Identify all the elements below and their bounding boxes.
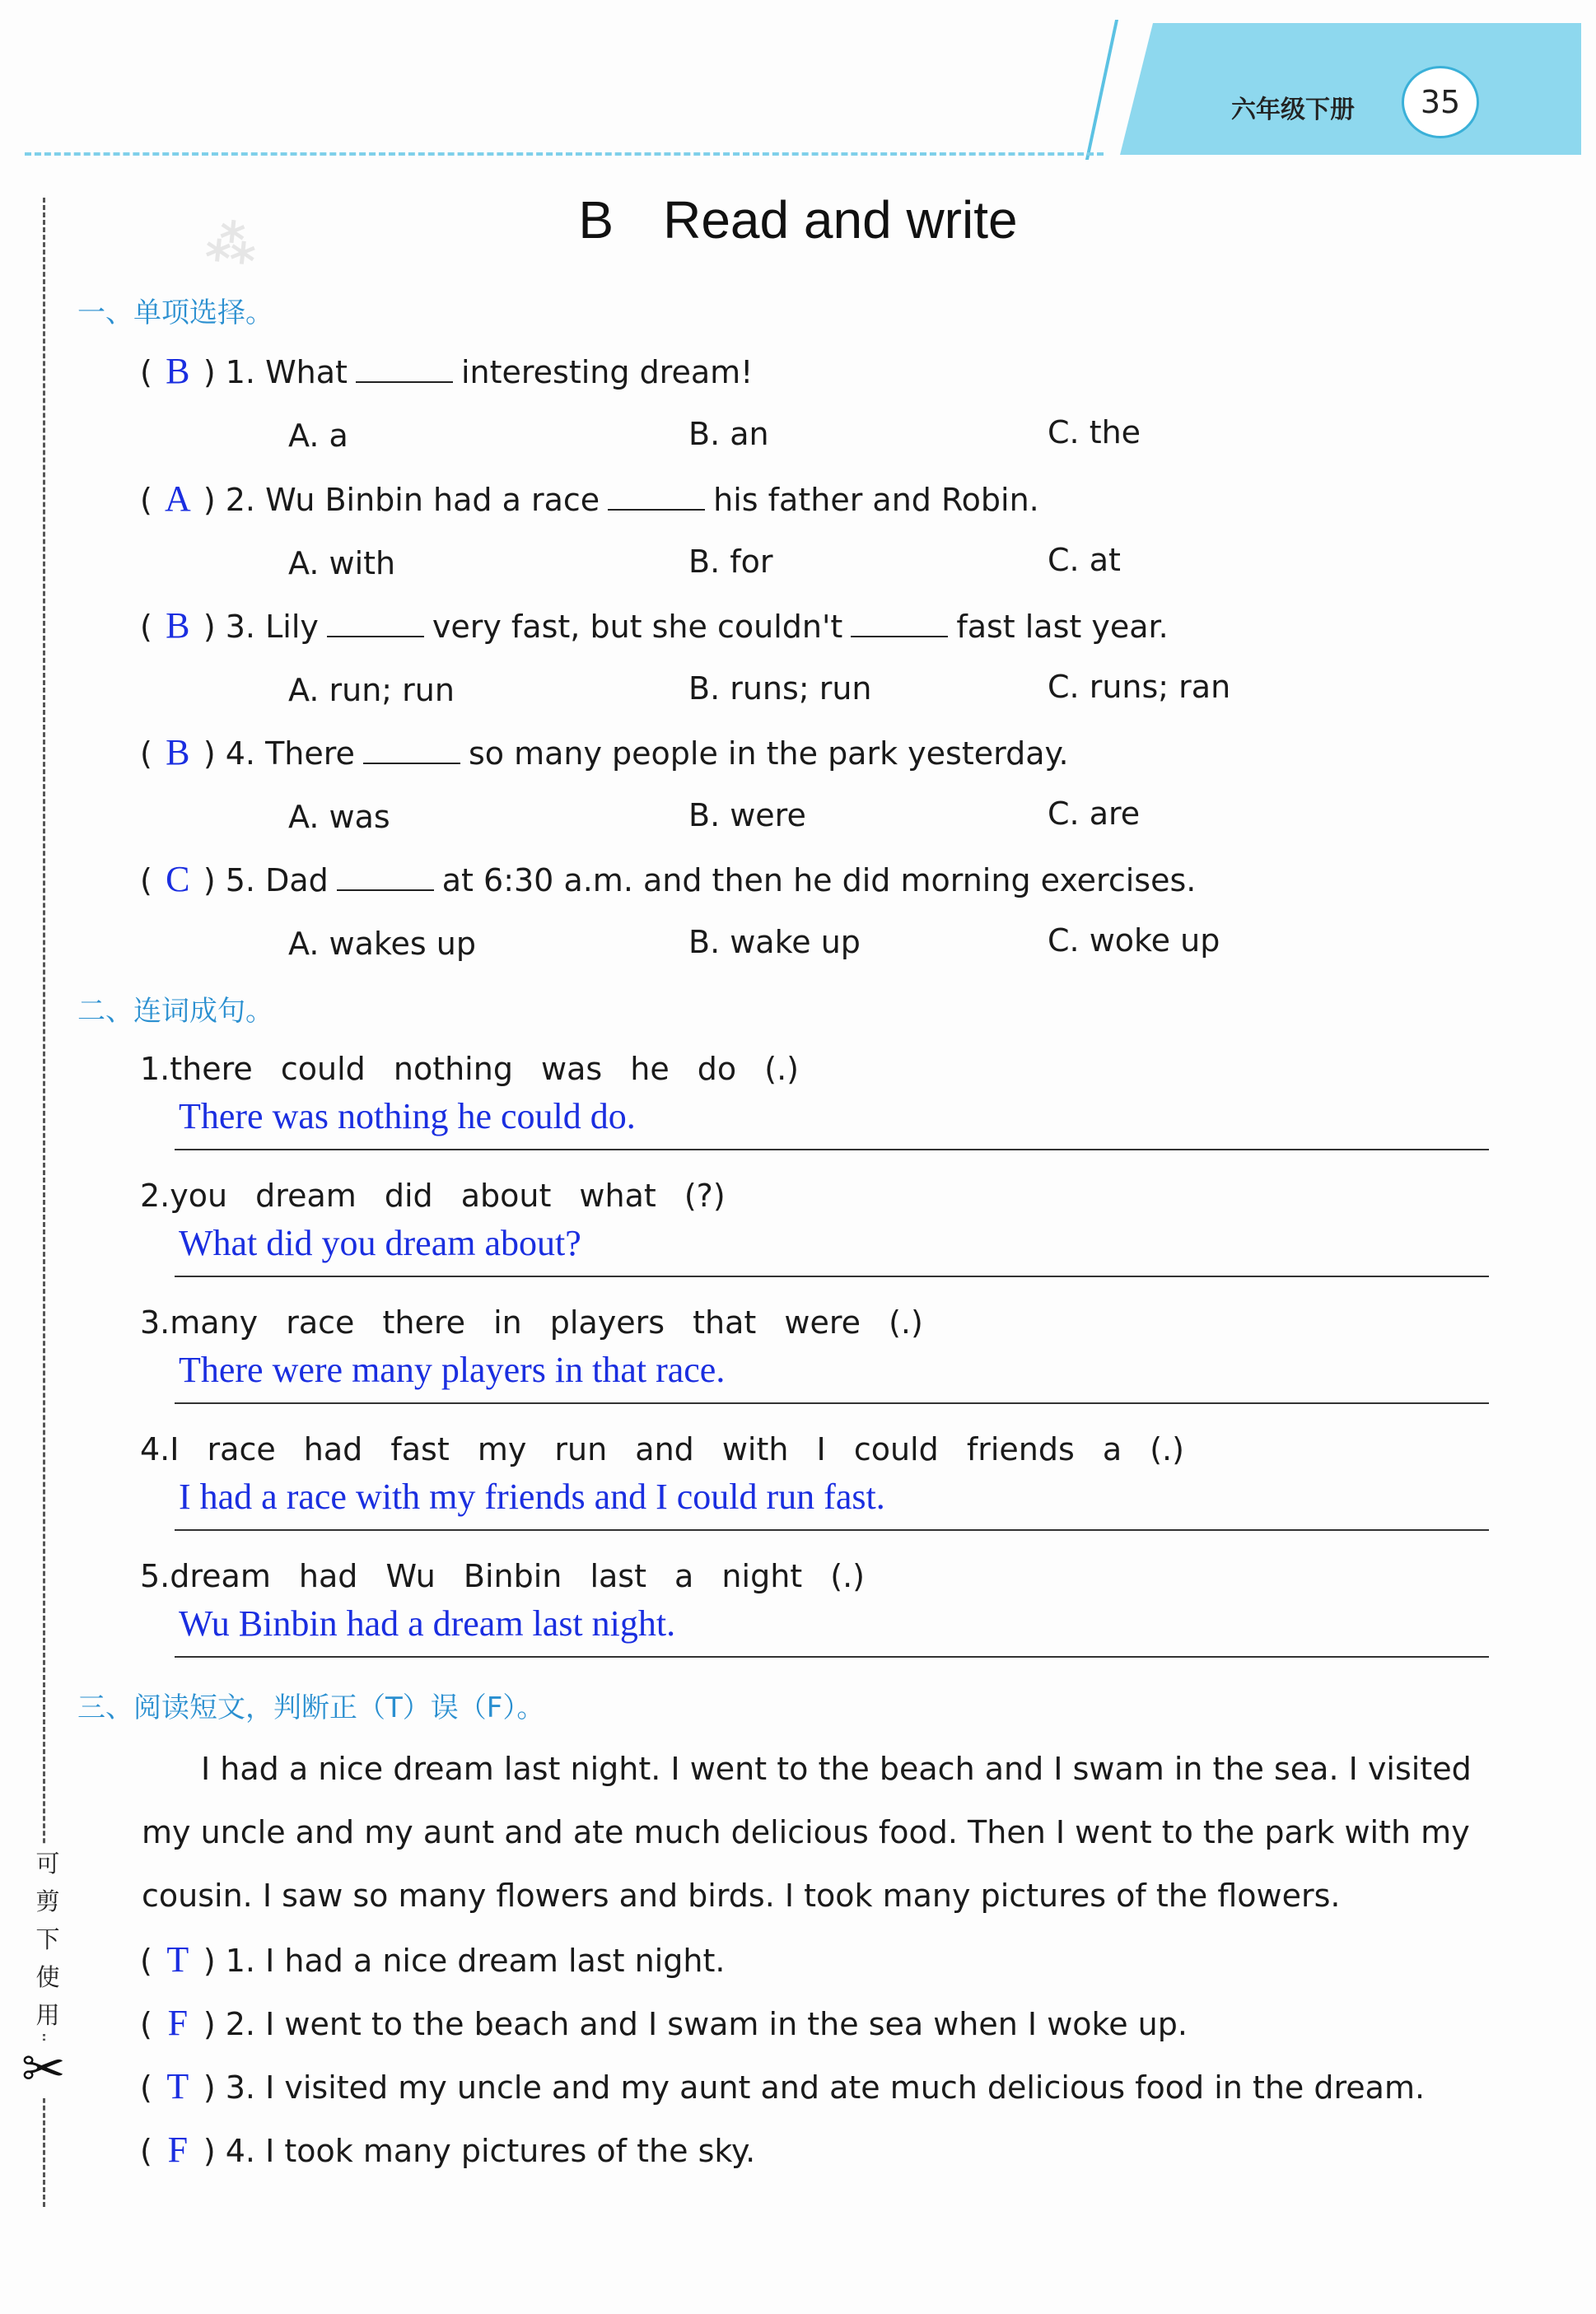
option: B. were — [688, 797, 806, 833]
word-list: you dream did about what (?) — [170, 1178, 726, 1214]
answer-mark: A — [164, 478, 191, 519]
reading-passage — [142, 1738, 1492, 1928]
option: B. runs; run — [688, 670, 872, 707]
scrambled-words — [140, 1178, 726, 1214]
question-row: ( C ) 5. Dad at 6:30 a.m. and then he did morning exercises. — [140, 859, 1197, 899]
answer-blank — [327, 614, 424, 637]
answer-sentence: I had a race with my friends and I could run fast. — [179, 1477, 885, 1517]
question-text: his father and Robin. — [713, 482, 1039, 518]
item-number: 1. — [225, 1943, 255, 1979]
question-text: Lily — [265, 609, 319, 645]
option: C. are — [1048, 795, 1141, 832]
judge-row: ( T ) 1. I had a nice dream last night. — [140, 1939, 726, 1980]
answer-blank — [363, 741, 460, 764]
question-text: at 6:30 a.m. and then he did morning exercises. — [441, 862, 1197, 898]
word-list: dream had Wu Binbin last a night (.) — [170, 1558, 865, 1594]
scrambled-words — [140, 1431, 1184, 1467]
answer-mark: B — [166, 351, 190, 391]
answer-blank — [608, 488, 705, 511]
section1-heading: 一、单项选择。 — [77, 296, 273, 329]
question-text: interesting dream! — [460, 354, 754, 390]
question-text: fast last year. — [956, 609, 1169, 645]
option: C. runs; ran — [1048, 669, 1231, 705]
question-row: ( B ) 4. There so many people in the park yesterday. — [140, 732, 1069, 772]
question-text: There — [265, 735, 355, 772]
question-text: What — [265, 354, 348, 390]
cut-char: 使 — [35, 1963, 60, 1991]
answer-blank — [337, 868, 434, 891]
answer-mark: F — [167, 2003, 189, 2043]
answer-line — [175, 1529, 1489, 1531]
option: A. with — [288, 545, 396, 581]
judge-row: ( F ) 2. I went to the beach and I swam in the sea when I woke up. — [140, 2003, 1188, 2043]
item-number: 2. — [225, 2006, 255, 2042]
option: C. woke up — [1048, 922, 1220, 959]
cut-char: 剪 — [35, 1887, 60, 1915]
word-list: I race had fast my run and with I could friends a (.) — [170, 1431, 1184, 1467]
question-number: 1. — [225, 354, 255, 390]
question-row: ( A ) 2. Wu Binbin had a race his father and Robin. — [140, 478, 1039, 519]
cut-char: 可 — [35, 1850, 60, 1878]
item-number: 1. — [140, 1051, 170, 1087]
statement-text: I had a nice dream last night. — [265, 1943, 726, 1979]
watermark-graphic: ⁂ — [203, 212, 259, 277]
scrambled-words — [140, 1051, 799, 1087]
option: A. run; run — [288, 672, 455, 708]
passage-line: my uncle and my aunt and ate much delicious food. Then I went to the park with my — [142, 1814, 1470, 1850]
statement-text: I visited my uncle and my aunt and ate much delicious food in the dream. — [265, 2069, 1426, 2106]
header-decoration — [1085, 20, 1118, 160]
answer-mark: F — [167, 2130, 189, 2170]
statement-text: I went to the beach and I swam in the sea when I woke up. — [265, 2006, 1188, 2042]
answer-mark: B — [166, 605, 190, 646]
scissors-icon: ✂ — [21, 2039, 66, 2100]
section2-heading: 二、连词成句。 — [77, 995, 273, 1028]
option: B. for — [688, 544, 773, 580]
item-number: 4. — [140, 1431, 170, 1467]
answer-line — [175, 1276, 1489, 1277]
answer-mark: T — [166, 2066, 189, 2106]
scrambled-words — [140, 1304, 923, 1341]
cut-instruction — [33, 1845, 63, 2034]
question-text: very fast, but she couldn't — [432, 609, 843, 645]
question-number: 3. — [225, 609, 255, 645]
judge-row: ( T ) 3. I visited my uncle and my aunt and ate much delicious food in the dream. — [140, 2066, 1426, 2106]
question-number: 4. — [225, 735, 255, 772]
cut-char: 用 — [35, 2001, 60, 2029]
question-row: ( B ) 3. Lily very fast, but she couldn't fast last year. — [140, 605, 1169, 646]
scrambled-words — [140, 1558, 865, 1594]
title-text: Read and write — [663, 190, 1018, 250]
passage-line: cousin. I saw so many flowers and birds. I took many pictures of the flowers. — [142, 1878, 1341, 1914]
question-row: ( B ) 1. What interesting dream! — [140, 351, 754, 391]
answer-sentence: There were many players in that race. — [179, 1350, 726, 1390]
item-number: 4. — [225, 2133, 255, 2169]
word-list: there could nothing was he do (.) — [170, 1051, 799, 1087]
header-divider — [25, 152, 1104, 156]
grade-label: 六年级下册 — [1231, 96, 1355, 124]
option: A. wakes up — [288, 926, 476, 962]
option: C. the — [1048, 414, 1141, 450]
answer-sentence: What did you dream about? — [179, 1223, 581, 1263]
answer-mark: T — [166, 1939, 189, 1980]
answer-sentence: There was nothing he could do. — [179, 1096, 636, 1136]
question-text: Wu Binbin had a race — [265, 482, 600, 518]
section3-heading: 三、阅读短文，判断正（T）误（F）。 — [77, 1691, 545, 1724]
answer-line — [175, 1402, 1489, 1404]
answer-mark: C — [166, 859, 190, 899]
item-number: 3. — [225, 2069, 255, 2106]
page-title — [0, 189, 1596, 250]
passage-line: I had a nice dream last night. I went to the beach and I swam in the sea. I visited — [201, 1751, 1472, 1787]
cut-char: 下 — [35, 1925, 60, 1953]
page-number: 35 — [1402, 66, 1479, 138]
title-part: B — [578, 190, 614, 250]
question-text: so many people in the park yesterday. — [468, 735, 1069, 772]
answer-line — [175, 1656, 1489, 1658]
item-number: 3. — [140, 1304, 170, 1341]
option: C. at — [1048, 542, 1121, 578]
option: A. was — [288, 799, 390, 835]
word-list: many race there in players that were (.) — [170, 1304, 923, 1341]
answer-blank — [851, 614, 948, 637]
question-text: Dad — [265, 862, 329, 898]
answer-line — [175, 1149, 1489, 1150]
item-number: 5. — [140, 1558, 170, 1594]
option: B. an — [688, 416, 769, 452]
judge-row: ( F ) 4. I took many pictures of the sky. — [140, 2130, 756, 2170]
question-number: 2. — [225, 482, 255, 518]
option: A. a — [288, 418, 348, 454]
answer-sentence: Wu Binbin had a dream last night. — [179, 1603, 676, 1644]
item-number: 2. — [140, 1178, 170, 1214]
option: B. wake up — [688, 924, 861, 960]
statement-text: I took many pictures of the sky. — [265, 2133, 756, 2169]
answer-blank — [356, 360, 453, 383]
question-number: 5. — [225, 862, 255, 898]
answer-mark: B — [166, 732, 190, 772]
